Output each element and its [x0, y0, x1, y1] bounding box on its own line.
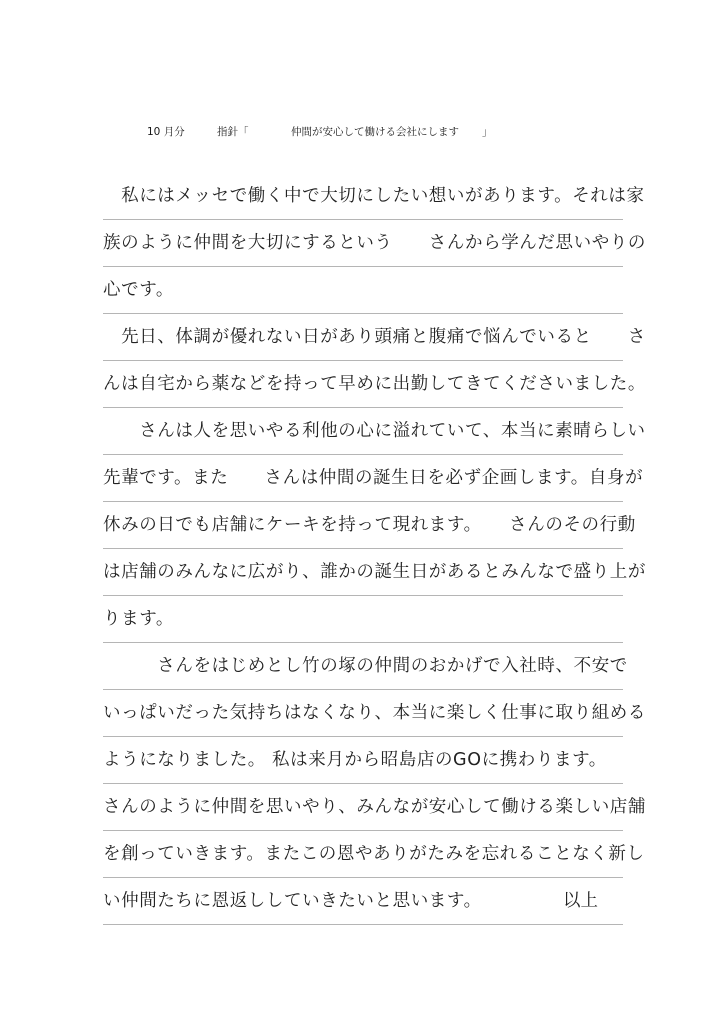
- ruled-line: [103, 737, 623, 784]
- line-text: い仲間たちに恩返ししていきたいと思います。: [103, 891, 482, 911]
- ruled-line: [103, 549, 646, 596]
- ruled-line: [103, 831, 645, 878]
- ruled-line: [103, 455, 644, 502]
- ruled-line: [103, 596, 623, 643]
- ruled-line: [103, 690, 646, 737]
- line-text: 先日、体調が優れない日があり頭痛と腹痛で悩んでいると さ: [103, 327, 646, 347]
- header-month: 10 月分: [147, 126, 185, 138]
- line-text: を創っていきます。またこの恩やありがたみを忘れることなく新し: [103, 844, 645, 864]
- ruled-line: [103, 408, 646, 455]
- ruled-line: [103, 173, 645, 220]
- line-text: ようになりました。 私は来月から昭島店のGOに携わります。: [103, 750, 607, 770]
- ruled-line: [103, 643, 628, 690]
- header-policy-label: 指針「: [217, 126, 249, 138]
- ruled-line: [103, 220, 646, 267]
- line-text: 休みの日でも店舗にケーキを持って現れます。 さんのその行動: [103, 515, 636, 535]
- line-text: ります。: [103, 609, 174, 629]
- line-text: は店舗のみんなに広がり、誰かの誕生日があるとみんなで盛り上が: [103, 562, 646, 582]
- line-text: さんをはじめとし竹の塚の仲間のおかげで入社時、不安で: [103, 656, 628, 676]
- ruled-line: [103, 878, 623, 925]
- ruled-line: [103, 502, 636, 549]
- line-text: 心です。: [103, 280, 174, 300]
- line-text: いっぱいだった気持ちはなくなり、本当に楽しく仕事に取り組める: [103, 703, 646, 723]
- line-text: さんは人を思いやる利他の心に溢れていて、本当に素晴らしい: [103, 421, 646, 441]
- essay-body: [103, 173, 646, 925]
- ruled-line: [103, 361, 646, 408]
- line-text: んは自宅から薬などを持って早めに出勤してきてくださいました。: [103, 374, 646, 394]
- line-text: 族のように仲間を大切にするという さんから学んだ思いやりの: [103, 233, 646, 253]
- ruled-line: [103, 784, 646, 831]
- line-text: 先輩です。また さんは仲間の誕生日を必ず企画します。自身が: [103, 468, 644, 488]
- ruled-line: [103, 267, 623, 314]
- header-policy-text: 仲間が安心して働ける会社にします: [291, 126, 459, 138]
- closing-word: 以上: [563, 891, 598, 911]
- header-close-bracket: 」: [482, 126, 493, 138]
- line-text: 私にはメッセで働く中で大切にしたい想いがあります。それは家: [103, 186, 645, 206]
- ruled-line: [103, 314, 646, 361]
- line-text: さんのように仲間を思いやり、みんなが安心して働ける楽しい店舗: [103, 797, 646, 817]
